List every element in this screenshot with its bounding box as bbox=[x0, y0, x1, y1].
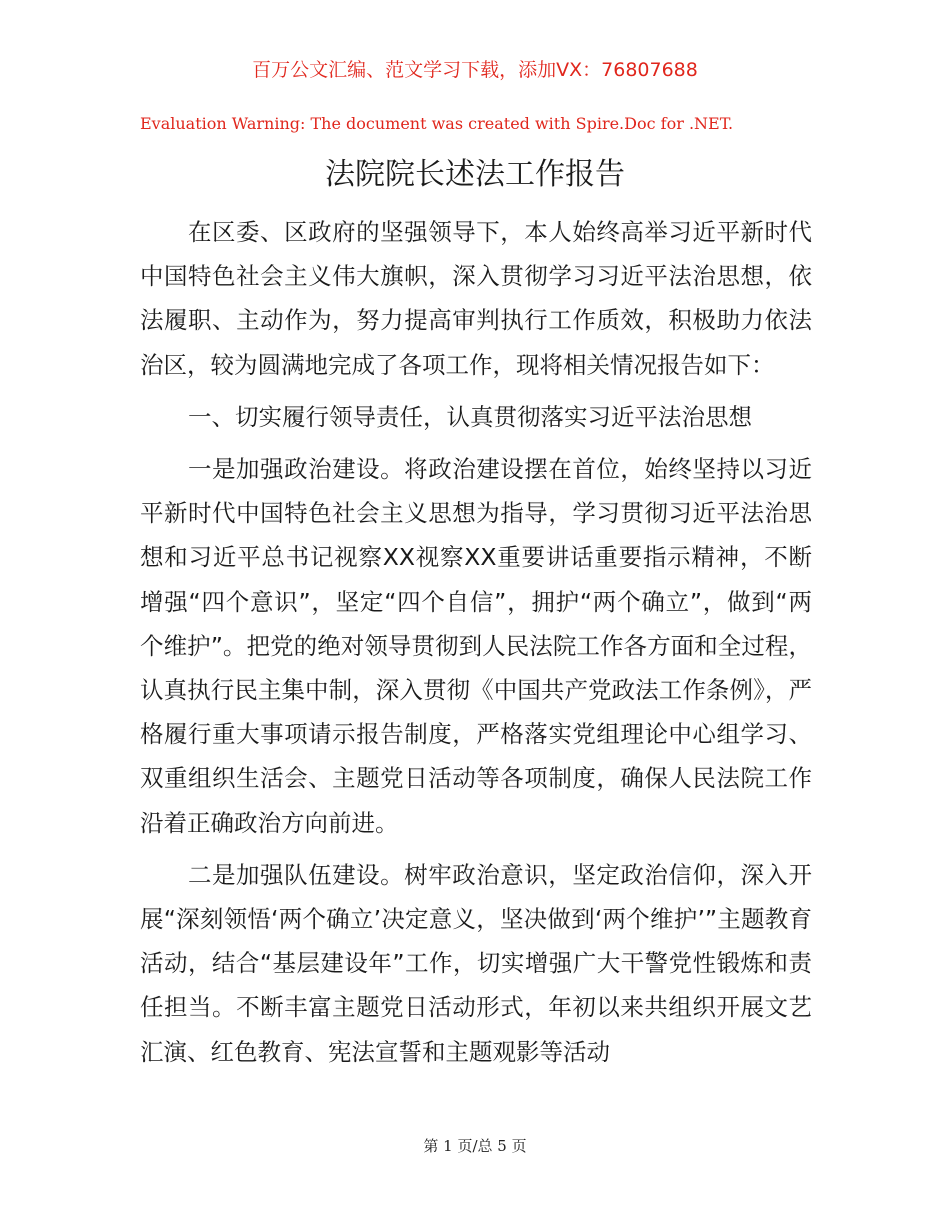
section-heading-1: 一、切实履行领导责任，认真贯彻落实习近平法治思想 bbox=[188, 402, 752, 431]
document-title: 法院院长述法工作报告 bbox=[325, 157, 625, 192]
evaluation-warning bbox=[140, 113, 733, 135]
paragraph-political-building: 一是加强政治建设。将政治建设摆在首位，始终坚持以习近平新时代中国特色社会主义思想为指导，学习贯彻习近平法治思想和习近平总书记视察XX视察XX重要讲话重要指示精神，不断增强“四个意识”，坚定“四个自信”，拥护“两个确立”，做到“两个维护”。把党的绝对领导贯彻到人民法院工作各方面和全过程，认真执行民主集中制，深入贯彻《中国共产党政法工作条例》，严格履行重大事项请示报告制度，严格落实党组理论中心组学习、双重组织生活会、主题党日活动等各项制度，确保人民法院工作沿着正确政治方向前进。 bbox=[140, 455, 812, 837]
evaluation-warning-text: Evaluation Warning: The document was created with Spire.Doc for .NET. bbox=[140, 114, 734, 133]
document-body bbox=[140, 210, 812, 1082]
page-number: 第 1 页/总 5 页 bbox=[423, 1137, 527, 1155]
promo-header-text: 百万公文汇编、范文学习下载，添加VX：76807688 bbox=[252, 59, 698, 81]
paragraph-team-building: 二是加强队伍建设。树牢政治意识，坚定政治信仰，深入开展“深刻领悟‘两个确立’决定意义，坚决做到‘两个维护’”主题教育活动，结合“基层建设年”工作，切实增强广大干警党性锻炼和责任担当。不断丰富主题党日活动形式，年初以来共组织开展文艺汇演、红色教育、宪法宣誓和主题观影等活动 bbox=[140, 860, 812, 1066]
intro-paragraph: 在区委、区政府的坚强领导下，本人始终高举习近平新时代中国特色社会主义伟大旗帜，深入贯彻学习习近平法治思想，依法履职、主动作为，努力提高审判执行工作质效，积极助力依法治区，较为圆满地完成了各项工作，现将相关情况报告如下： bbox=[140, 218, 812, 379]
promo-header bbox=[0, 56, 950, 84]
